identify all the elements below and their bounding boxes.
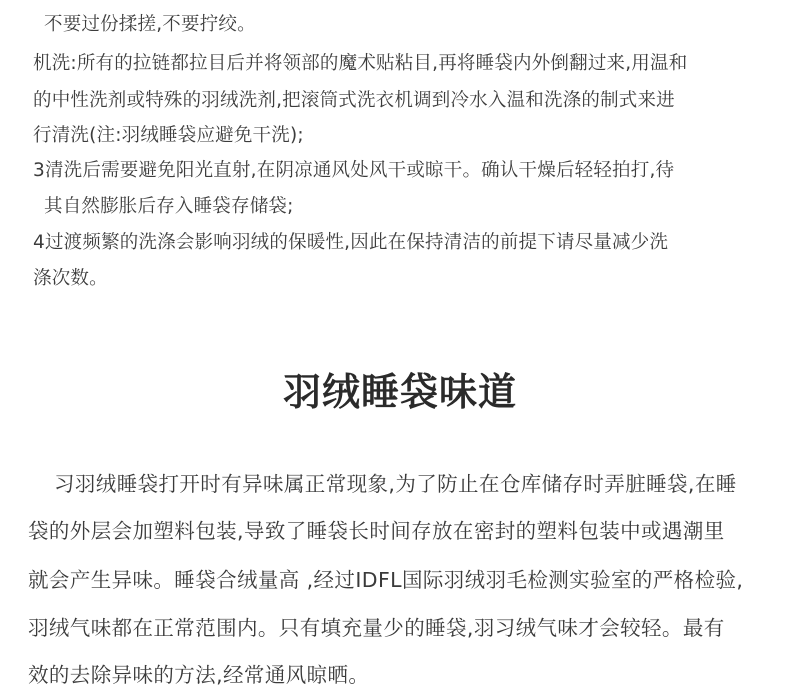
paragraph-line: 袋的外层会加塑料包装,导致了睡袋长时间存放在密封的塑料包装中或遇潮里: [28, 519, 725, 543]
care-line: 的中性洗剂或特殊的羽绒洗剂,把滚筒式洗衣机调到冷水入温和洗涤的制式来进: [33, 90, 675, 111]
section-title: 羽绒睡袋味道: [282, 370, 517, 414]
care-line: 不要过份揉搓,不要拧绞。: [44, 14, 256, 35]
paragraph-line: 习羽绒睡袋打开时有异味属正常现象,为了防止在仓库储存时弄脏睡袋,在睡: [54, 472, 737, 496]
paragraph-line: 效的去除异味的方法,经常通风晾晒。: [28, 663, 370, 687]
paragraph-line: 就会产生异味。睡袋合绒量高 ,经过IDFL国际羽绒羽毛检测实验室的严格检验,: [28, 568, 744, 592]
care-line: 其自然膨胀后存入睡袋存储袋;: [44, 196, 294, 217]
care-line: 3清洗后需要避免阳光直射,在阴凉通风处风干或晾干。确认干燥后轻轻拍打,待: [33, 160, 675, 181]
care-line: 行清洗(注:羽绒睡袋应避免干洗);: [33, 125, 304, 146]
care-line: 4过渡频繁的洗涤会影响羽绒的保暖性,因此在保持清洁的前提下请尽量减少洗: [33, 232, 669, 253]
care-line: 涤次数。: [33, 268, 108, 289]
care-line: 机洗:所有的拉链都拉目后并将领部的魔术贴粘目,再将睡袋内外倒翻过来,用温和: [33, 53, 688, 74]
paragraph-line: 羽绒气味都在正常范围内。只有填充量少的睡袋,羽习绒气味才会较轻。最有: [28, 616, 725, 640]
